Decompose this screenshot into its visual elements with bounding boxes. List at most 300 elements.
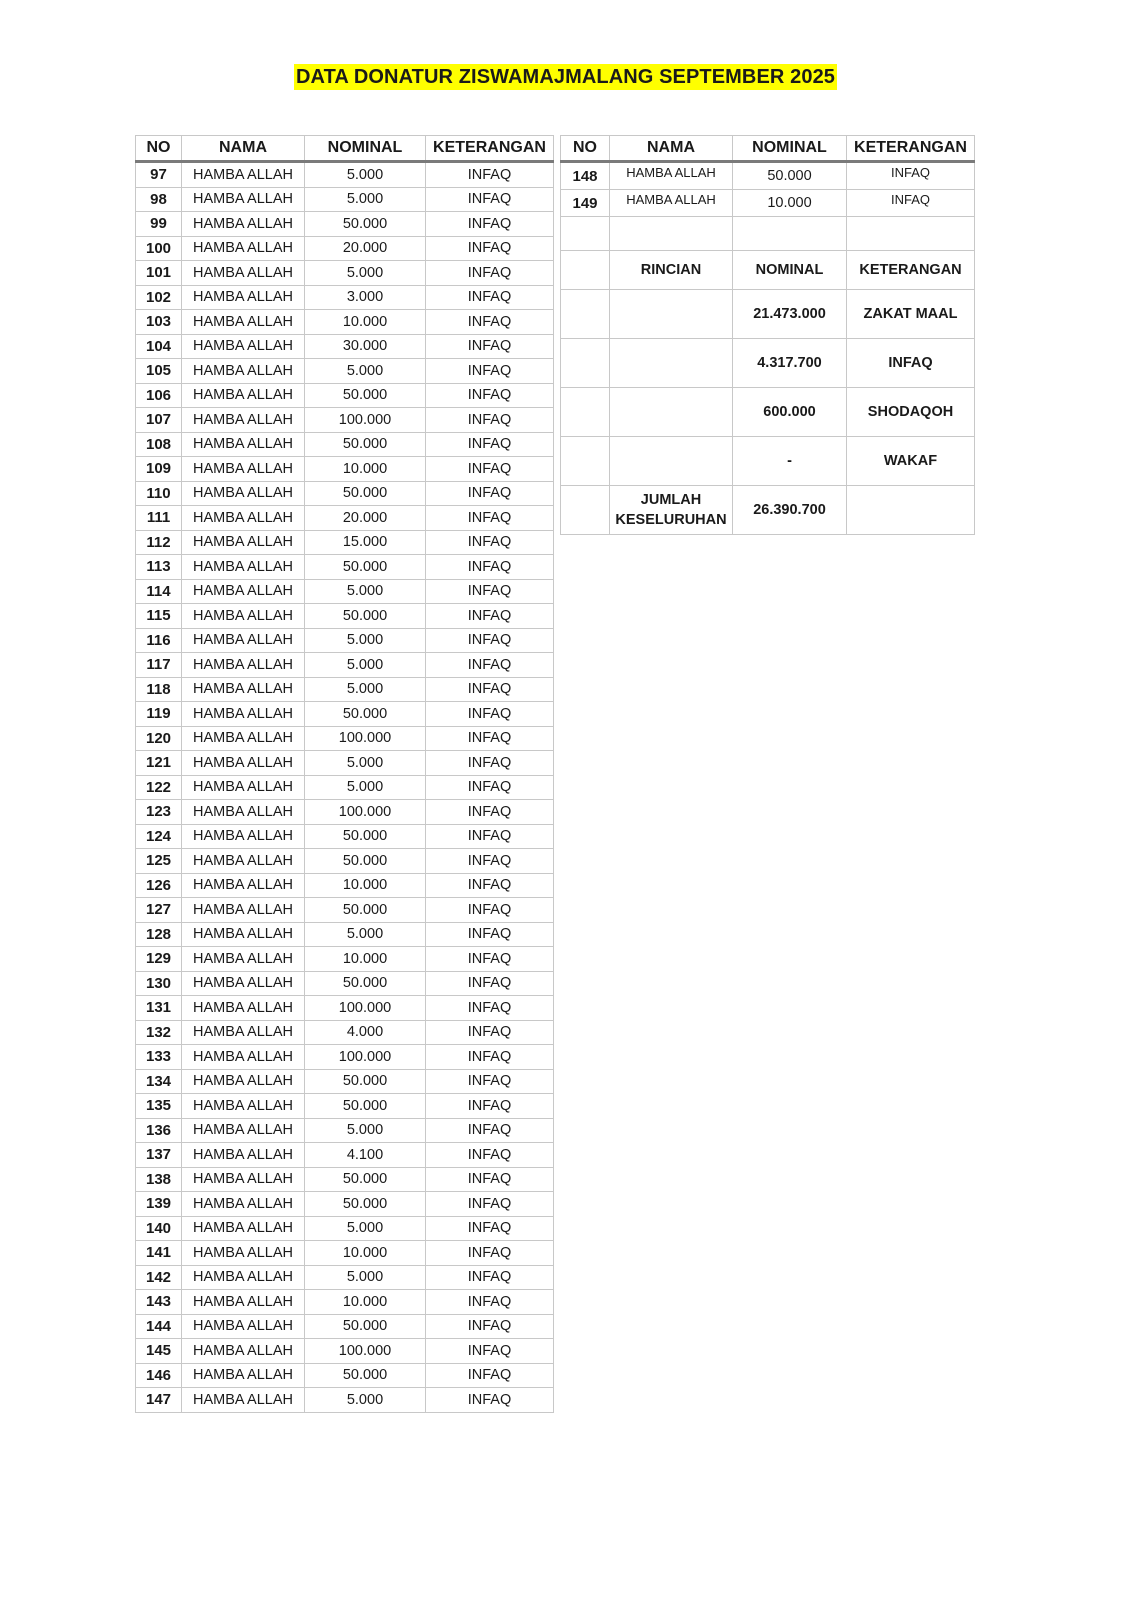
- table-row: [136, 824, 554, 849]
- cell-no: 104: [136, 334, 182, 359]
- cell-nominal: 5.000: [305, 162, 426, 188]
- cell-keterangan: INFAQ: [426, 506, 554, 531]
- table-row: [136, 334, 554, 359]
- table-row: [136, 359, 554, 384]
- cell-nama: HAMBA ALLAH: [182, 751, 305, 776]
- cell-keterangan: INFAQ: [426, 530, 554, 555]
- table-row: [561, 190, 975, 217]
- cell-no: 130: [136, 971, 182, 996]
- cell-keterangan: INFAQ: [426, 947, 554, 972]
- table-row: [136, 726, 554, 751]
- cell-nominal: 20.000: [305, 236, 426, 261]
- cell-keterangan: INFAQ: [426, 1167, 554, 1192]
- cell-nominal: 50.000: [305, 212, 426, 237]
- cell-nama: HAMBA ALLAH: [182, 849, 305, 874]
- empty-cell: [561, 437, 610, 486]
- cell-no: 149: [561, 190, 610, 217]
- cell-no: 126: [136, 873, 182, 898]
- empty-cell: [610, 339, 733, 388]
- cell-keterangan: INFAQ: [426, 1265, 554, 1290]
- rincian-keterangan: INFAQ: [847, 339, 975, 388]
- cell-nama: HAMBA ALLAH: [182, 702, 305, 727]
- cell-keterangan: INFAQ: [426, 162, 554, 188]
- cell-keterangan: INFAQ: [426, 849, 554, 874]
- cell-nominal: 4.100: [305, 1143, 426, 1168]
- cell-nominal: 20.000: [305, 506, 426, 531]
- cell-nama: HAMBA ALLAH: [182, 383, 305, 408]
- cell-nominal: 5.000: [305, 1388, 426, 1413]
- rincian-nominal: -: [733, 437, 847, 486]
- cell-nominal: 5.000: [305, 775, 426, 800]
- cell-nama: HAMBA ALLAH: [182, 677, 305, 702]
- cell-keterangan: INFAQ: [426, 1192, 554, 1217]
- cell-nominal: 15.000: [305, 530, 426, 555]
- cell-nama: HAMBA ALLAH: [182, 1265, 305, 1290]
- cell-keterangan: INFAQ: [426, 579, 554, 604]
- rincian-nominal: 600.000: [733, 388, 847, 437]
- header-nama: NAMA: [182, 136, 305, 162]
- total-keterangan: [847, 486, 975, 535]
- table-row: [136, 751, 554, 776]
- cell-nominal: 5.000: [305, 677, 426, 702]
- cell-nominal: 10.000: [305, 1241, 426, 1266]
- donor-table-right: [560, 135, 975, 535]
- cell-nama: HAMBA ALLAH: [182, 1045, 305, 1070]
- cell-nominal: 50.000: [305, 1069, 426, 1094]
- cell-no: 136: [136, 1118, 182, 1143]
- cell-nama: HAMBA ALLAH: [182, 187, 305, 212]
- rincian-row: [561, 290, 975, 339]
- cell-nominal: 5.000: [305, 751, 426, 776]
- table-row: [136, 1290, 554, 1315]
- cell-nominal: 50.000: [305, 383, 426, 408]
- cell-nama: HAMBA ALLAH: [182, 800, 305, 825]
- cell-keterangan: INFAQ: [426, 1020, 554, 1045]
- cell-no: 109: [136, 457, 182, 482]
- rincian-header-keterangan: KETERANGAN: [847, 251, 975, 290]
- cell-nama: HAMBA ALLAH: [182, 310, 305, 335]
- cell-no: 105: [136, 359, 182, 384]
- table-row: [136, 187, 554, 212]
- cell-no: 99: [136, 212, 182, 237]
- table-row: [136, 432, 554, 457]
- cell-nama: HAMBA ALLAH: [610, 162, 733, 190]
- cell-keterangan: INFAQ: [426, 1339, 554, 1364]
- cell-no: 140: [136, 1216, 182, 1241]
- cell-nominal: 100.000: [305, 1045, 426, 1070]
- document-title: DATA DONATUR ZISWAMAJMALANG SEPTEMBER 2025: [295, 66, 836, 88]
- cell-keterangan: INFAQ: [426, 628, 554, 653]
- cell-no: 111: [136, 506, 182, 531]
- cell-nominal: 30.000: [305, 334, 426, 359]
- header-nominal: NOMINAL: [733, 136, 847, 162]
- rincian-row: [561, 339, 975, 388]
- cell-nominal: 50.000: [305, 1167, 426, 1192]
- cell-keterangan: INFAQ: [426, 971, 554, 996]
- cell-nama: HAMBA ALLAH: [182, 359, 305, 384]
- rincian-keterangan: SHODAQOH: [847, 388, 975, 437]
- table-row: [136, 1388, 554, 1413]
- table-row: [136, 800, 554, 825]
- table-row: [136, 1020, 554, 1045]
- cell-nominal: 5.000: [305, 1216, 426, 1241]
- cell-no: 102: [136, 285, 182, 310]
- cell-keterangan: INFAQ: [426, 775, 554, 800]
- cell-nominal: 5.000: [305, 359, 426, 384]
- cell-nominal: 10.000: [733, 190, 847, 217]
- cell-no: 98: [136, 187, 182, 212]
- header-no: NO: [561, 136, 610, 162]
- cell-nama: HAMBA ALLAH: [182, 579, 305, 604]
- cell-keterangan: INFAQ: [426, 1216, 554, 1241]
- cell-nama: HAMBA ALLAH: [182, 726, 305, 751]
- cell-no: 120: [136, 726, 182, 751]
- rincian-keterangan: WAKAF: [847, 437, 975, 486]
- cell-nama: HAMBA ALLAH: [182, 604, 305, 629]
- cell-nominal: 50.000: [305, 432, 426, 457]
- empty-cell: [610, 437, 733, 486]
- cell-no: 131: [136, 996, 182, 1021]
- cell-keterangan: INFAQ: [426, 1314, 554, 1339]
- cell-nominal: 50.000: [305, 1094, 426, 1119]
- cell-nama: HAMBA ALLAH: [182, 947, 305, 972]
- cell-nominal: 10.000: [305, 873, 426, 898]
- table-row: [136, 1241, 554, 1266]
- cell-nominal: 50.000: [305, 702, 426, 727]
- table-row: [136, 285, 554, 310]
- table-row: [136, 677, 554, 702]
- table-header-row: [561, 136, 975, 162]
- cell-keterangan: INFAQ: [426, 996, 554, 1021]
- cell-no: 106: [136, 383, 182, 408]
- cell-no: 108: [136, 432, 182, 457]
- table-row: [136, 873, 554, 898]
- cell-nominal: 100.000: [305, 1339, 426, 1364]
- cell-keterangan: INFAQ: [847, 162, 975, 190]
- cell-nominal: 10.000: [305, 947, 426, 972]
- cell-keterangan: INFAQ: [426, 702, 554, 727]
- table-row: [136, 1069, 554, 1094]
- header-keterangan: KETERANGAN: [426, 136, 554, 162]
- cell-no: 133: [136, 1045, 182, 1070]
- cell-no: 116: [136, 628, 182, 653]
- header-nominal: NOMINAL: [305, 136, 426, 162]
- table-row: [136, 971, 554, 996]
- cell-no: 127: [136, 898, 182, 923]
- empty-cell: [561, 290, 610, 339]
- header-nama: NAMA: [610, 136, 733, 162]
- cell-keterangan: INFAQ: [426, 1241, 554, 1266]
- cell-no: 119: [136, 702, 182, 727]
- cell-nama: HAMBA ALLAH: [182, 824, 305, 849]
- cell-no: 113: [136, 555, 182, 580]
- cell-nama: HAMBA ALLAH: [182, 1290, 305, 1315]
- cell-keterangan: INFAQ: [426, 800, 554, 825]
- table-row: [136, 555, 554, 580]
- cell-nama: HAMBA ALLAH: [182, 653, 305, 678]
- cell-nominal: 10.000: [305, 457, 426, 482]
- cell-no: 110: [136, 481, 182, 506]
- table-row: [136, 506, 554, 531]
- cell-keterangan: INFAQ: [426, 1094, 554, 1119]
- cell-nominal: 5.000: [305, 653, 426, 678]
- table-row: [136, 1339, 554, 1364]
- cell-keterangan: INFAQ: [426, 873, 554, 898]
- cell-nominal: 100.000: [305, 996, 426, 1021]
- cell-no: 125: [136, 849, 182, 874]
- total-label: JUMLAH KESELURUHAN: [610, 486, 733, 535]
- cell-nama: HAMBA ALLAH: [182, 1241, 305, 1266]
- cell-keterangan: INFAQ: [426, 604, 554, 629]
- cell-nominal: 100.000: [305, 800, 426, 825]
- table-row: [136, 849, 554, 874]
- empty-cell: [733, 217, 847, 251]
- document-title-wrap: [0, 66, 1131, 89]
- rincian-keterangan: ZAKAT MAAL: [847, 290, 975, 339]
- table-row: [136, 236, 554, 261]
- cell-keterangan: INFAQ: [426, 653, 554, 678]
- cell-no: 101: [136, 261, 182, 286]
- cell-keterangan: INFAQ: [426, 310, 554, 335]
- cell-no: 115: [136, 604, 182, 629]
- cell-keterangan: INFAQ: [426, 383, 554, 408]
- cell-keterangan: INFAQ: [426, 408, 554, 433]
- table-row: [136, 996, 554, 1021]
- cell-keterangan: INFAQ: [426, 432, 554, 457]
- rincian-header-row: [561, 251, 975, 290]
- cell-no: 144: [136, 1314, 182, 1339]
- cell-nama: HAMBA ALLAH: [182, 1167, 305, 1192]
- cell-nama: HAMBA ALLAH: [182, 555, 305, 580]
- cell-nominal: 50.000: [305, 849, 426, 874]
- table-row: [136, 1143, 554, 1168]
- cell-nominal: 50.000: [305, 971, 426, 996]
- cell-nama: HAMBA ALLAH: [182, 1314, 305, 1339]
- cell-keterangan: INFAQ: [426, 677, 554, 702]
- cell-keterangan: INFAQ: [426, 1118, 554, 1143]
- cell-keterangan: INFAQ: [847, 190, 975, 217]
- cell-nama: HAMBA ALLAH: [182, 457, 305, 482]
- cell-nominal: 4.000: [305, 1020, 426, 1045]
- cell-no: 124: [136, 824, 182, 849]
- table-row: [136, 1045, 554, 1070]
- cell-nominal: 50.000: [305, 555, 426, 580]
- cell-keterangan: INFAQ: [426, 922, 554, 947]
- empty-row: [561, 217, 975, 251]
- table-row: [136, 775, 554, 800]
- table-row: [136, 1118, 554, 1143]
- cell-nama: HAMBA ALLAH: [182, 922, 305, 947]
- cell-nominal: 10.000: [305, 310, 426, 335]
- cell-nominal: 5.000: [305, 628, 426, 653]
- cell-nominal: 100.000: [305, 408, 426, 433]
- empty-cell: [561, 388, 610, 437]
- table-row: [136, 628, 554, 653]
- cell-no: 117: [136, 653, 182, 678]
- cell-nama: HAMBA ALLAH: [182, 530, 305, 555]
- cell-keterangan: INFAQ: [426, 1045, 554, 1070]
- table-row: [136, 481, 554, 506]
- cell-nama: HAMBA ALLAH: [182, 285, 305, 310]
- rincian-header-nominal: NOMINAL: [733, 251, 847, 290]
- cell-keterangan: INFAQ: [426, 726, 554, 751]
- cell-no: 97: [136, 162, 182, 188]
- cell-no: 114: [136, 579, 182, 604]
- cell-nominal: 5.000: [305, 261, 426, 286]
- empty-cell: [561, 486, 610, 535]
- table-row: [136, 1363, 554, 1388]
- table-row: [136, 1314, 554, 1339]
- cell-keterangan: INFAQ: [426, 285, 554, 310]
- cell-nama: HAMBA ALLAH: [182, 628, 305, 653]
- table-row: [136, 457, 554, 482]
- cell-keterangan: INFAQ: [426, 1388, 554, 1413]
- cell-nama: HAMBA ALLAH: [182, 162, 305, 188]
- empty-cell: [610, 217, 733, 251]
- cell-nominal: 50.000: [305, 824, 426, 849]
- cell-keterangan: INFAQ: [426, 1363, 554, 1388]
- cell-nominal: 50.000: [305, 604, 426, 629]
- table-row: [136, 1167, 554, 1192]
- cell-nama: HAMBA ALLAH: [182, 873, 305, 898]
- cell-no: 138: [136, 1167, 182, 1192]
- table-row: [136, 604, 554, 629]
- cell-nominal: 50.000: [305, 898, 426, 923]
- cell-nominal: 5.000: [305, 579, 426, 604]
- cell-keterangan: INFAQ: [426, 359, 554, 384]
- header-no: NO: [136, 136, 182, 162]
- cell-nama: HAMBA ALLAH: [182, 1388, 305, 1413]
- cell-nama: HAMBA ALLAH: [182, 212, 305, 237]
- table-header-row: [136, 136, 554, 162]
- table-row: [136, 947, 554, 972]
- cell-nama: HAMBA ALLAH: [182, 996, 305, 1021]
- rincian-nominal: 21.473.000: [733, 290, 847, 339]
- cell-keterangan: INFAQ: [426, 481, 554, 506]
- cell-nama: HAMBA ALLAH: [182, 1094, 305, 1119]
- cell-keterangan: INFAQ: [426, 261, 554, 286]
- cell-nama: HAMBA ALLAH: [182, 1118, 305, 1143]
- empty-cell: [610, 290, 733, 339]
- cell-nama: HAMBA ALLAH: [182, 236, 305, 261]
- cell-nama: HAMBA ALLAH: [182, 432, 305, 457]
- rincian-nominal: 4.317.700: [733, 339, 847, 388]
- cell-nama: HAMBA ALLAH: [182, 775, 305, 800]
- table-row: [136, 383, 554, 408]
- cell-nama: HAMBA ALLAH: [182, 408, 305, 433]
- empty-cell: [847, 217, 975, 251]
- cell-no: 145: [136, 1339, 182, 1364]
- cell-no: 118: [136, 677, 182, 702]
- total-nominal: 26.390.700: [733, 486, 847, 535]
- cell-keterangan: INFAQ: [426, 1290, 554, 1315]
- rincian-row: [561, 388, 975, 437]
- cell-nominal: 50.000: [305, 1192, 426, 1217]
- cell-keterangan: INFAQ: [426, 212, 554, 237]
- cell-no: 137: [136, 1143, 182, 1168]
- empty-cell: [561, 339, 610, 388]
- cell-nama: HAMBA ALLAH: [182, 1216, 305, 1241]
- cell-keterangan: INFAQ: [426, 1069, 554, 1094]
- cell-nama: HAMBA ALLAH: [182, 1020, 305, 1045]
- cell-nominal: 50.000: [733, 162, 847, 190]
- table-row: [136, 1094, 554, 1119]
- cell-keterangan: INFAQ: [426, 457, 554, 482]
- cell-keterangan: INFAQ: [426, 898, 554, 923]
- cell-no: 134: [136, 1069, 182, 1094]
- table-row: [136, 1265, 554, 1290]
- table-row: [136, 408, 554, 433]
- cell-nama: HAMBA ALLAH: [182, 1192, 305, 1217]
- table-row: [136, 922, 554, 947]
- cell-nama: HAMBA ALLAH: [182, 1143, 305, 1168]
- table-row: [136, 530, 554, 555]
- cell-nama: HAMBA ALLAH: [182, 1363, 305, 1388]
- cell-no: 139: [136, 1192, 182, 1217]
- cell-nominal: 5.000: [305, 187, 426, 212]
- cell-no: 148: [561, 162, 610, 190]
- cell-no: 107: [136, 408, 182, 433]
- cell-nama: HAMBA ALLAH: [182, 481, 305, 506]
- cell-no: 142: [136, 1265, 182, 1290]
- table-row: [136, 702, 554, 727]
- cell-no: 128: [136, 922, 182, 947]
- table-row: [136, 898, 554, 923]
- cell-keterangan: INFAQ: [426, 334, 554, 359]
- cell-no: 143: [136, 1290, 182, 1315]
- table-row: [136, 162, 554, 188]
- empty-cell: [561, 251, 610, 290]
- cell-keterangan: INFAQ: [426, 236, 554, 261]
- cell-nama: HAMBA ALLAH: [182, 1069, 305, 1094]
- cell-no: 147: [136, 1388, 182, 1413]
- cell-nominal: 50.000: [305, 1314, 426, 1339]
- cell-nama: HAMBA ALLAH: [182, 898, 305, 923]
- cell-no: 100: [136, 236, 182, 261]
- cell-nominal: 3.000: [305, 285, 426, 310]
- cell-no: 146: [136, 1363, 182, 1388]
- empty-cell: [610, 388, 733, 437]
- cell-no: 135: [136, 1094, 182, 1119]
- cell-no: 121: [136, 751, 182, 776]
- rincian-header-label: RINCIAN: [610, 251, 733, 290]
- table-row: [136, 1192, 554, 1217]
- table-row: [136, 1216, 554, 1241]
- cell-nama: HAMBA ALLAH: [182, 506, 305, 531]
- cell-nama: HAMBA ALLAH: [182, 1339, 305, 1364]
- cell-no: 129: [136, 947, 182, 972]
- cell-nominal: 50.000: [305, 1363, 426, 1388]
- cell-no: 123: [136, 800, 182, 825]
- cell-no: 122: [136, 775, 182, 800]
- table-row: [136, 212, 554, 237]
- cell-nominal: 5.000: [305, 922, 426, 947]
- cell-nama: HAMBA ALLAH: [182, 971, 305, 996]
- table-row: [136, 653, 554, 678]
- cell-keterangan: INFAQ: [426, 824, 554, 849]
- cell-keterangan: INFAQ: [426, 1143, 554, 1168]
- cell-nominal: 100.000: [305, 726, 426, 751]
- cell-nominal: 50.000: [305, 481, 426, 506]
- cell-keterangan: INFAQ: [426, 751, 554, 776]
- empty-cell: [561, 217, 610, 251]
- rincian-row: [561, 437, 975, 486]
- donor-table-left: [135, 135, 554, 1413]
- table-row: [136, 261, 554, 286]
- cell-keterangan: INFAQ: [426, 555, 554, 580]
- total-row: [561, 486, 975, 535]
- cell-nama: HAMBA ALLAH: [182, 334, 305, 359]
